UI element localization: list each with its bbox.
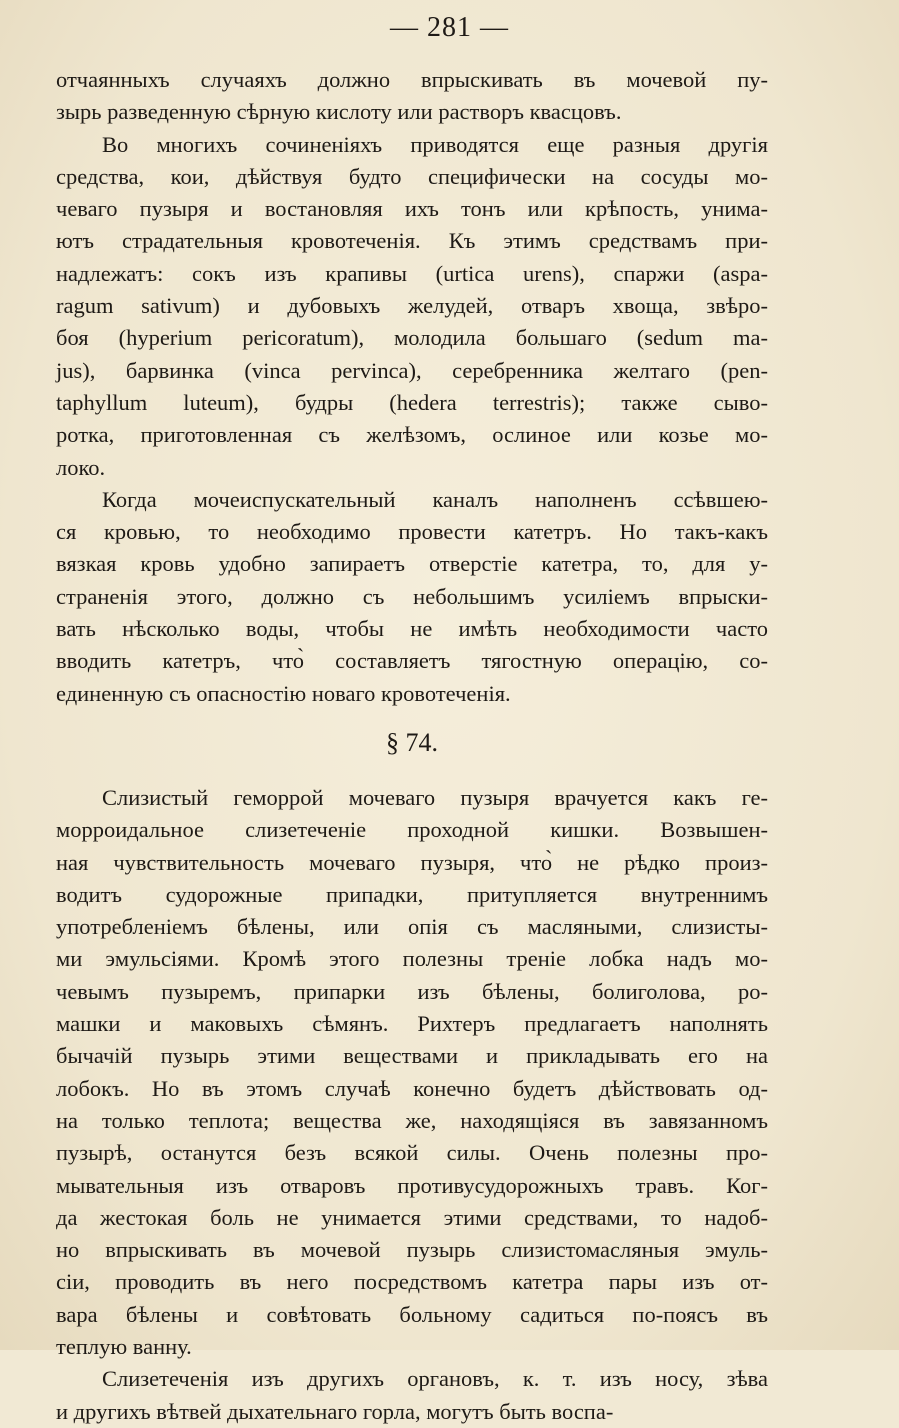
text-line: ми эмульсіями. Кромѣ этого полезны треніе лобка надъ мо- — [56, 946, 768, 972]
paragraphs-after-section — [56, 782, 768, 1428]
text-line: jus), барвинка (vinca pervinca), серебренника желтаго (pen- — [56, 357, 768, 383]
text-line: отчаянныхъ случаяхъ должно впрыскивать въ мочевой пу- — [56, 67, 768, 92]
text-line: употребленіемъ бѣлены, или опія съ масляными, слизисты- — [56, 914, 768, 940]
text-line: ротка, приготовленная съ желѣзомъ, ослиное или козье мо- — [56, 422, 768, 448]
text-line: на только теплота; вещества же, находящіяся въ завязанномъ — [56, 1107, 768, 1133]
text-line: пузырѣ, останутся безъ всякой силы. Очень полезны про- — [56, 1140, 768, 1166]
text-line: и другихъ вѣтвей дыхательнаго горла, могутъ быть воспа- — [56, 1398, 614, 1424]
text-line: Во многихъ сочиненіяхъ приводятся еще разныя другія — [102, 131, 768, 157]
section-heading: § 74. — [386, 727, 438, 757]
text-line: мывательныя изъ отваровъ противусудорожныхъ травъ. Ког- — [56, 1172, 768, 1198]
paragraph — [56, 782, 768, 1363]
text-line: страненія этого, должно съ небольшимъ усиліемъ впрыски- — [56, 583, 768, 609]
text-line: надлежатъ: сокъ изъ крапивы (urtica urens), спаржи (aspa- — [56, 260, 768, 286]
text-line: Слизистый геморрой мочеваго пузыря врачуется какъ ге- — [102, 784, 768, 810]
text-line: да жестокая боль не унимается этими средствами, то надоб- — [56, 1204, 768, 1230]
text-line: ютъ страдательныя кровотеченія. Къ этимъ средствамъ при- — [56, 228, 768, 254]
text-line: чевымъ пузыремъ, припарки изъ бѣлены, болиголова, ро- — [56, 978, 768, 1004]
body-text — [56, 64, 768, 1428]
text-line: средства, кои, дѣйствуя будто специфически на сосуды мо- — [56, 163, 768, 189]
page-number: — 281 — — [390, 12, 509, 43]
text-line: вводить катетръ, что̀ составляетъ тягостную операцію, со- — [56, 648, 768, 674]
text-line: бычачій пузырь этими веществами и прикладывать его на — [56, 1043, 768, 1069]
text-line: Слизетеченія изъ другихъ органовъ, к. т. изъ носу, зѣва — [102, 1366, 768, 1392]
text-line: вара бѣлены и совѣтовать больному садиться по-поясъ въ — [56, 1301, 768, 1327]
text-line: морроидальное слизетеченіе проходной кишки. Возвышен- — [56, 817, 768, 843]
text-line: ная чувствительность мочеваго пузыря, что̀ не рѣдко произ- — [56, 849, 768, 875]
text-line: taphyllum luteum), будры (hedera terrestris); также сыво- — [56, 389, 768, 415]
text-line: машки и маковыхъ сѣмянъ. Рихтеръ предлагаетъ наполнять — [56, 1011, 768, 1037]
text-line: боя (hyperium pericoratum), молодила большаго (sedum ma- — [56, 325, 768, 351]
text-line: сіи, проводить въ него посредствомъ катетра пары изъ от- — [56, 1269, 768, 1295]
paragraph — [56, 129, 768, 484]
text-line: вать нѣсколько воды, чтобы не имѣть необходимости часто — [56, 616, 768, 642]
text-line: чеваго пузыря и востановляя ихъ тонъ или крѣпость, унима- — [56, 196, 768, 222]
text-line: зырь разведенную сѣрную кислоту или растворъ квасцовъ. — [56, 99, 622, 125]
paragraph — [56, 64, 768, 129]
text-line: вязкая кровь удобно запираетъ отверстіе катетра, то, для у- — [56, 551, 768, 577]
text-line: теплую ванну. — [56, 1333, 192, 1359]
text-line: Когда мочеиспускательный каналъ наполненъ ссѣвшею- — [102, 486, 768, 512]
text-line: водитъ судорожные припадки, притупляется внутреннимъ — [56, 881, 768, 907]
text-line: единенную съ опасностію новаго кровотеченія. — [56, 680, 511, 706]
paragraphs-before-section — [56, 64, 768, 710]
text-line: локо. — [56, 454, 106, 480]
text-line: ragum sativum) и дубовыхъ желудей, отваръ хвоща, звѣро- — [56, 293, 768, 319]
paragraph — [56, 1363, 768, 1428]
text-line: лобокъ. Но въ этомъ случаѣ конечно будетъ дѣйствовать од- — [56, 1075, 768, 1101]
paragraph — [56, 484, 768, 710]
text-line: но впрыскивать въ мочевой пузырь слизистомасляныя эмуль- — [56, 1237, 768, 1263]
text-line: ся кровью, то необходимо провести катетръ. Но такъ-какъ — [56, 519, 768, 545]
